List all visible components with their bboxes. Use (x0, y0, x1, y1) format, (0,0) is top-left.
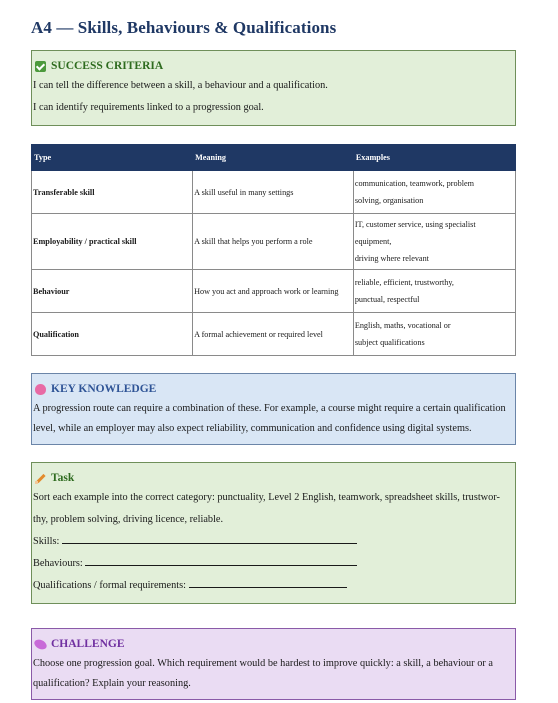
row-type: Behaviour (32, 270, 193, 313)
task-line-1: Sort each example into the correct category: punctuality, Level 2 English, teamwork, spreadsheet skills, trustwor- (33, 492, 500, 503)
row-examples: English, maths, vocational or subject qualifications (353, 313, 515, 356)
success-criteria-box (31, 50, 516, 126)
skills-answer-line[interactable] (62, 533, 357, 544)
table-row (32, 313, 516, 356)
brain-icon (35, 384, 46, 395)
row-meaning: A skill useful in many settings (193, 171, 354, 214)
row-meaning: A skill that helps you perform a role (193, 214, 354, 270)
challenge-box (31, 628, 516, 700)
skills-table (31, 144, 516, 356)
row-examples: IT, customer service, using specialist equipment, driving where relevant (353, 214, 515, 270)
header-type: Type (32, 145, 193, 171)
table-row (32, 214, 516, 270)
task-box (31, 462, 516, 604)
row-type: Employability / practical skill (32, 214, 193, 270)
task-line-2: thy, problem solving, driving licence, reliable. (33, 514, 224, 525)
page-title: A4 — Skills, Behaviours & Qualifications (31, 18, 337, 37)
knowledge-line-2: level, while an employer may also expect reliability, communication and confidence using digital systems. (33, 423, 472, 434)
key-knowledge-box (31, 373, 516, 445)
task-heading (32, 469, 515, 487)
challenge-heading (32, 635, 515, 653)
challenge-line-1: Choose one progression goal. Which requirement would be hardest to improve quickly: a skill, a behaviour or a (33, 658, 493, 669)
table-row (32, 171, 516, 214)
worksheet-page (31, 18, 516, 700)
table-header-row (32, 145, 516, 171)
qualifications-answer-line[interactable] (189, 577, 347, 588)
success-criteria-heading (32, 57, 515, 75)
challenge-line-2: qualification? Explain your reasoning. (33, 678, 191, 689)
knowledge-line-1: A progression route can require a combination of these. For example, a course might require a certain qualification (33, 403, 506, 414)
behaviours-label: Behaviours: (33, 558, 83, 569)
skills-label: Skills: (33, 536, 60, 547)
row-meaning: A formal achievement or required level (193, 313, 354, 356)
behaviours-answer-line[interactable] (85, 555, 357, 566)
header-examples: Examples (353, 145, 515, 171)
row-examples: communication, teamwork, problem solving, organisation (353, 171, 515, 214)
pencil-icon (35, 473, 46, 484)
row-meaning: How you act and approach work or learning (193, 270, 354, 313)
key-knowledge-heading (32, 380, 515, 398)
header-meaning: Meaning (193, 145, 354, 171)
success-line-2: I can identify requirements linked to a progression goal. (33, 102, 264, 113)
table-row (32, 270, 516, 313)
flexed-arm-icon (33, 637, 47, 651)
check-box-icon (35, 61, 46, 72)
success-line-1: I can tell the difference between a skill, a behaviour and a qualification. (33, 80, 328, 91)
qualifications-answer-row (32, 575, 515, 597)
task-label: Task (51, 472, 75, 484)
key-knowledge-label: KEY KNOWLEDGE (51, 383, 157, 395)
qualifications-label: Qualifications / formal requirements: (33, 580, 186, 591)
skills-answer-row (32, 531, 515, 553)
success-criteria-label: SUCCESS CRITERIA (51, 60, 164, 72)
behaviours-answer-row (32, 553, 515, 575)
row-type: Transferable skill (32, 171, 193, 214)
challenge-label: CHALLENGE (51, 638, 125, 650)
row-examples: reliable, efficient, trustworthy, punctual, respectful (353, 270, 515, 313)
row-type: Qualification (32, 313, 193, 356)
